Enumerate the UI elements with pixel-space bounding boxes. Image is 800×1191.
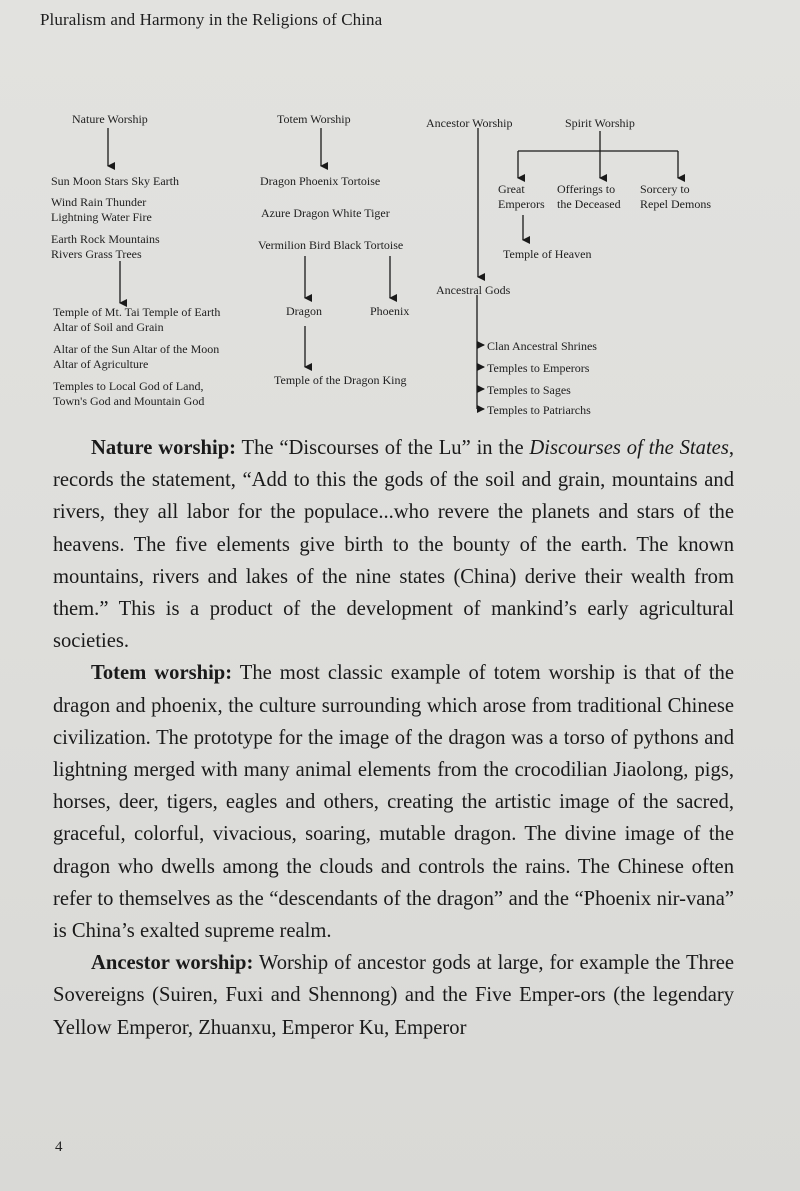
ancestor-place-item: Temples to Emperors — [487, 361, 590, 375]
nature-worship-heading: Nature Worship — [72, 112, 148, 126]
running-head-title: Pluralism and Harmony in the Religions of China — [40, 10, 383, 29]
page-number: 4 — [55, 1139, 63, 1155]
totem-animals-line: Vermilion Bird Black Tortoise — [258, 238, 404, 252]
paragraph-totem-worship — [53, 657, 734, 947]
spirit-great-emperors-label: Emperors — [498, 197, 545, 211]
paragraph-lead: Ancestor worship: — [91, 952, 254, 975]
nature-elements-line: Wind Rain Thunder — [51, 195, 147, 209]
spirit-sorcery-label: Repel Demons — [640, 197, 711, 211]
spirit-offerings-label: the Deceased — [557, 197, 621, 211]
nature-elements-line: Lightning Water Fire — [51, 210, 152, 224]
paragraph-nature-worship — [53, 432, 734, 657]
nature-elements-line: Sun Moon Stars Sky Earth — [51, 174, 180, 188]
worship-types-diagram — [0, 0, 800, 430]
nature-place-line: Altar of Agriculture — [53, 357, 149, 371]
paragraph-lead: Nature worship: — [91, 437, 237, 459]
paragraph-text: The “Discourses of the Lu” in the — [236, 437, 530, 459]
paragraph-ancestor-worship — [53, 947, 734, 1044]
book-title-italic: Discourses of the States — [529, 437, 729, 459]
nature-place-line: Temples to Local God of Land, — [53, 379, 204, 393]
nature-elements-line: Earth Rock Mountains — [51, 232, 160, 246]
spirit-sorcery-label: Sorcery to — [640, 182, 690, 196]
nature-place-line: Temple of Mt. Tai Temple of Earth — [53, 305, 221, 319]
nature-elements-line: Rivers Grass Trees — [51, 247, 142, 261]
totem-animals-line: Dragon Phoenix Tortoise — [260, 174, 381, 188]
spirit-worship-heading: Spirit Worship — [565, 116, 635, 130]
nature-place-line: Altar of Soil and Grain — [53, 320, 164, 334]
ancestral-gods-label: Ancestral Gods — [436, 283, 511, 297]
temple-of-heaven-label: Temple of Heaven — [503, 247, 592, 261]
totem-dragon-label: Dragon — [286, 304, 322, 318]
ancestor-worship-heading: Ancestor Worship — [426, 116, 513, 130]
paragraph-text: The most classic example of totem worship is that of the dragon and phoenix, the culture surrounding which arose from traditional Chinese civilization. The prototype for the image of the dragon was a torso of pythons and lightning merged with many animal elements from the crocodilian Jiaolong, pigs, horses, deer, tigers, eagles and others, creating the artistic image of the sacred, graceful, colorful, vivacious, soaring, mutable dragon. The divine image of the dragon who dwells among the clouds and controls the rains. The Chinese often refer to themselves as the “descendants of the dragon” and the “Phoenix nir-vana” is China’s exalted supreme realm. — [53, 662, 734, 943]
spirit-great-emperors-label: Great — [498, 182, 525, 196]
paragraph-lead: Totem worship: — [91, 662, 233, 685]
temple-of-dragon-king-label: Temple of the Dragon King — [274, 373, 407, 387]
ancestor-place-item: Temples to Sages — [487, 383, 571, 397]
totem-phoenix-label: Phoenix — [370, 304, 410, 318]
totem-animals-line: Azure Dragon White Tiger — [261, 206, 390, 220]
paragraph-text: Worship of ancestor gods at large, for example the Three Sovereigns (Suiren, Fuxi and Shennong) and the Five Emper-ors (the legendary Yellow Emperor, Zhuanxu, Emperor Ku, Emperor — [53, 952, 734, 1039]
spirit-offerings-label: Offerings to — [557, 182, 616, 196]
ancestor-place-item: Clan Ancestral Shrines — [487, 339, 597, 353]
nature-place-line: Altar of the Sun Altar of the Moon — [53, 342, 220, 356]
paragraph-text: , records the statement, “Add to this the gods of the soil and grain, mountains and rivers, they all labor for the populace...who revere the planets and stars of the heavens. The five elements give birth to the bounty of the earth. The known mountains, rivers and lakes of the nine states (China) derive their wealth from them.” This is a product of the development of mankind’s early agricultural societies. — [53, 437, 734, 653]
body-text — [53, 432, 734, 1044]
ancestor-place-item: Temples to Patriarchs — [487, 403, 591, 417]
nature-place-line: Town's God and Mountain God — [53, 394, 205, 408]
totem-worship-heading: Totem Worship — [277, 112, 351, 126]
